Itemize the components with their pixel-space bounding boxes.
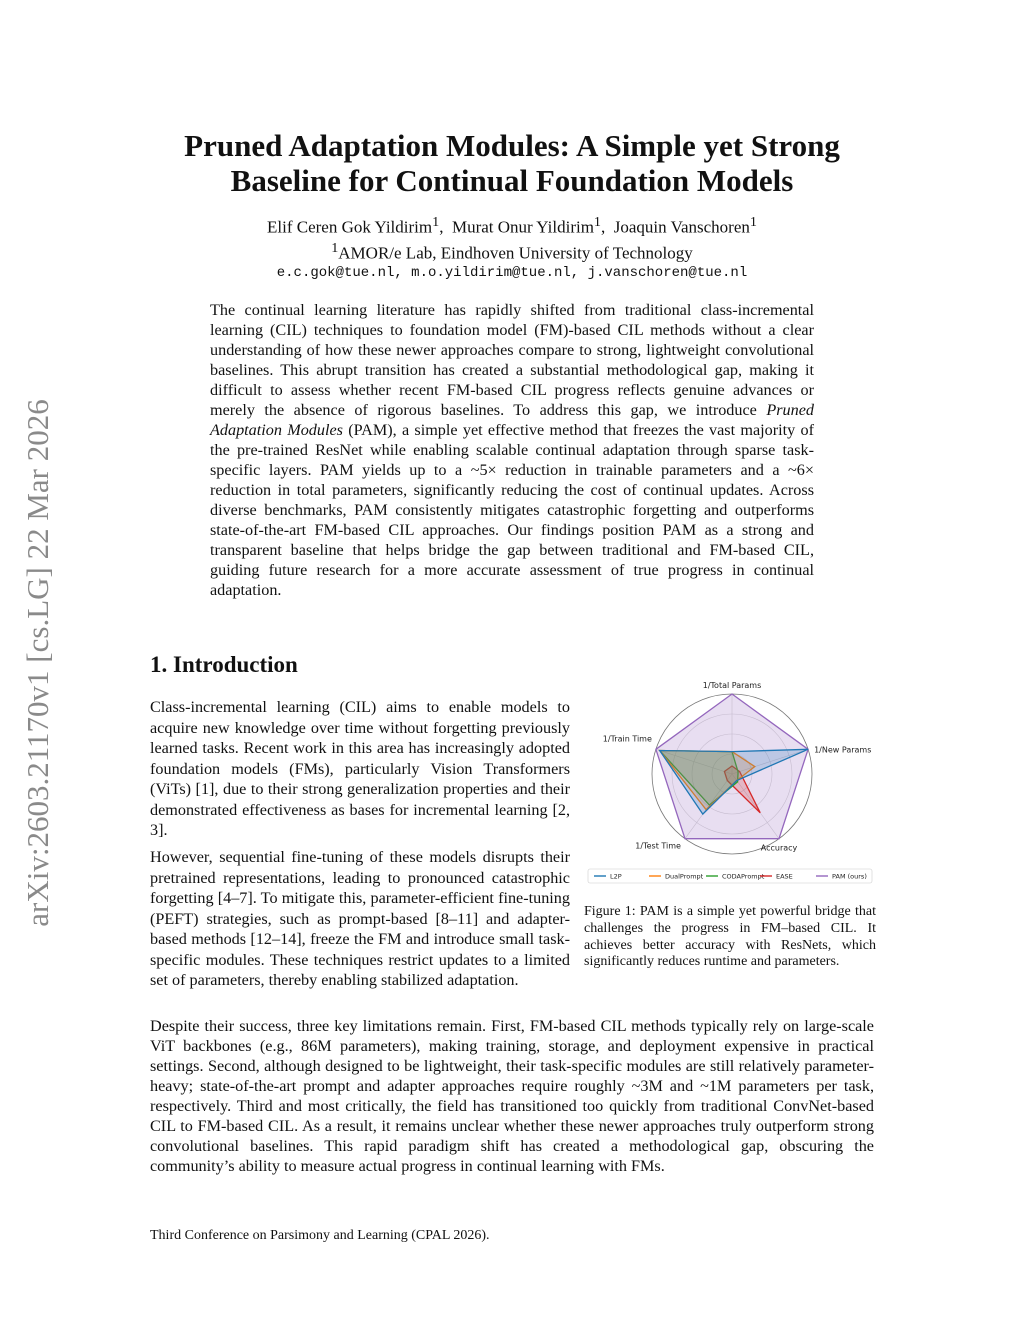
author-affiliation-mark: 1 [749, 214, 757, 230]
arxiv-sidebar [8, 368, 68, 958]
radar-axis-label: 1/Total Params [702, 681, 762, 690]
radar-legend-label: DualPrompt [665, 872, 704, 881]
radar-legend-label: L2P [610, 872, 622, 881]
abstract [210, 300, 814, 600]
title-line-1: Pruned Adaptation Modules: A Simple yet Strong [184, 128, 840, 163]
intro-paragraph-2: However, sequential fine-tuning of these models disrupts their pretrained representations, leading to pronounced catastrophic forgetting [4–7]. To mitigate this, parameter-efficient fine-tuning (PEFT) strategies, such as prompt-based [8–11] and adapter-based methods [12–14], freeze the FM and introduce small task-specific modules. These techniques restrict updates to a limited set of parameters, thereby enabling stabilized adaptation. [150, 848, 570, 989]
abstract-method-name: Pruned Adaptation Modules [210, 401, 814, 439]
radar-axis-label: 1/New Params [814, 745, 872, 755]
affiliation-mark: 1 [331, 239, 339, 256]
radar-legend [588, 869, 872, 883]
author-name: Joaquin Vanschoren [613, 217, 750, 237]
intro-paragraph-3: Despite their success, three key limitations remain. First, FM-based CIL methods typically rely on large-scale ViT backbones (e.g., 86M parameters), making training, storage, and deployment expensive in practical settings. Second, although designed to be lightweight, their task-specific modules are still relatively parameter-heavy; state-of-the-art prompt and adapter approaches require roughly ~3M and ~1M parameters per task, respectively. Third and most critically, the field has transitioned too quickly from traditional ConvNet-based CIL to FM-based CIL. As a result, it remains unclear whether these newer approaches truly outperform strong convolutional baselines. This rapid paradigm shift has created a methodological gap, obscuring the community’s ability to measure actual progress in continual learning with FMs. [150, 1017, 874, 1175]
footer-venue: Third Conference on Parsimony and Learning (CPAL 2026). [150, 1228, 490, 1243]
paper-title [150, 128, 874, 198]
author-affiliation-mark: 1 [593, 214, 601, 230]
abstract-text-2: (PAM), a simple yet effective method that freezes the vast majority of the pre-trained ResNet while enabling scalable continual adaptation through sparse task-specific layers. PAM yields up to a ~5× reduction in trainable parameters and a ~6× reduction in total parameters, significantly reducing the cost of continual updates. Across diverse benchmarks, PAM consistently mitigates catastrophic forgetting and outperforms state-of-the-art FM-based CIL approaches. Our findings position PAM as a strong and transparent baseline that helps bridge the gap between traditional and FM-based CIL, guiding future research for a more accurate assessment of true progress in continual adaptation. [210, 421, 814, 599]
figure-1-caption: Figure 1: PAM is a simple yet powerful bridge that challenges the progress in FM–based CIL. It achieves better accuracy with ResNets, which significantly reduces runtime and parameters. [584, 904, 876, 970]
radar-legend-label: CODAPrompt [722, 872, 765, 881]
figure-1 [584, 680, 876, 888]
radar-axis-label: 1/Train Time [602, 734, 652, 744]
affiliation [150, 238, 874, 264]
radar-legend-label: PAM (ours) [832, 872, 867, 881]
intro-paragraph-1: Class-incremental learning (CIL) aims to enable models to acquire new knowledge over time without forgetting previously learned tasks. Recent work in this area has increasingly adopted foundation models (FMs), particularly Vision Transformers (ViTs) [1], due to their strong generalization properties and their demonstrated effectiveness as bases for incremental learning [2, 3]. [150, 698, 570, 839]
author-name: Murat Onur Yildirim [451, 217, 594, 237]
radar-series [656, 694, 808, 839]
arxiv-identifier: arXiv:2603.21170v1 [cs.LG] 22 Mar 2026 [20, 399, 55, 927]
abstract-text-1: The continual learning literature has rapidly shifted from traditional class-incremental learning (CIL) techniques to foundation model (FM)-based CIL methods without a clear understanding of how these newer approaches compare to strong, lightweight convolutional baselines. This abrupt transition has created a substantial methodological gap, making it difficult to assess whether recent FM-based CIL progress reflects genuine advances or merely the absence of rigorous baselines. To address this gap, we introduce [210, 301, 814, 419]
radar-legend-label: EASE [776, 872, 793, 881]
affiliation-text: AMOR/e Lab, Eindhoven University of Technology [338, 243, 693, 263]
author-block [150, 212, 874, 284]
radar-axis-label: 1/Test Time [635, 841, 681, 851]
author-name: Elif Ceren Gok Yildirim [267, 217, 433, 237]
author-list: Elif Ceren Gok Yildirim$^1$, Murat Onur Yildirim$^1$, Joaquin Vanschoren$^1$ [267, 214, 757, 237]
section-heading-introduction: 1. Introduction [150, 652, 298, 677]
radar-axis-label: Accuracy [760, 843, 798, 853]
title-line-2: Baseline for Continual Foundation Models [230, 163, 794, 198]
author-emails: e.c.gok@tue.nl, m.o.yildirim@tue.nl, j.vanschoren@tue.nl [276, 265, 748, 282]
author-affiliation-mark: 1 [432, 214, 440, 230]
radar-chart [584, 680, 876, 888]
